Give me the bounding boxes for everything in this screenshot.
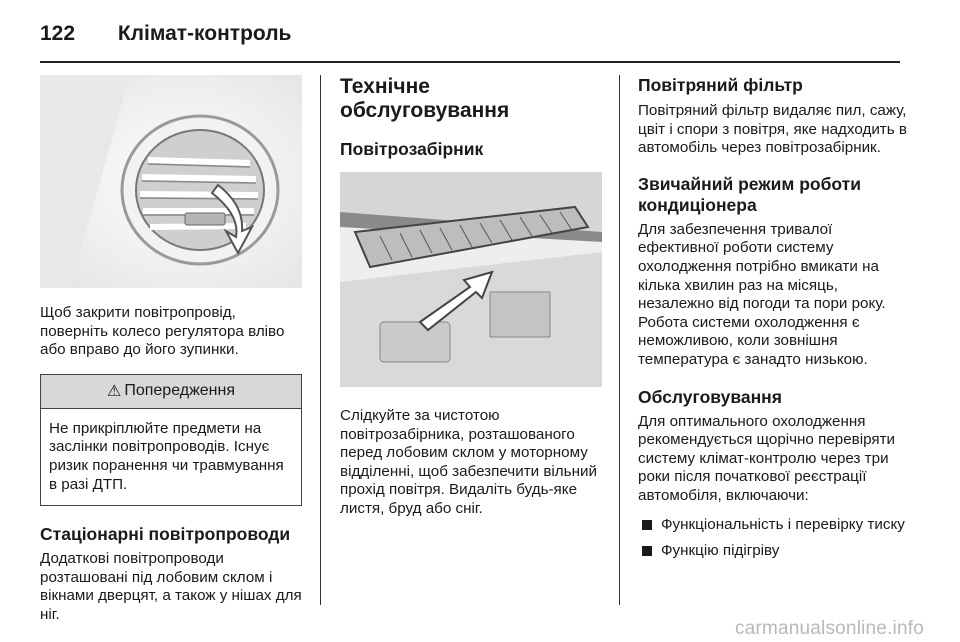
air-intake-heading: Повітрозабірник	[340, 139, 484, 159]
list-item: Функціональність і перевірку тиску	[638, 516, 908, 535]
regular-operation-text: Для забезпечення тривалої ефективної роботи систему охолодження потрібно вмикати на кілька хвилин раз на місяць, незалежно від погоди та пори року. Робота системи охолодження є неможливою, коли зовнішня температура є занадто низькою.	[638, 220, 886, 368]
fixed-vents-heading: Стаціонарні повітропроводи	[40, 524, 291, 545]
list-item: Функцію підігріву	[638, 542, 908, 561]
watermark: carmanualsonline.info	[734, 618, 924, 639]
column-1	[40, 75, 302, 625]
maintenance-heading: Технічне обслуговування	[340, 75, 510, 122]
column-3	[638, 75, 908, 569]
filter-heading: Повітряний фільтр	[638, 75, 803, 95]
page-number: 122	[40, 22, 76, 45]
column-divider-1	[320, 75, 321, 605]
air-vent-photo	[40, 75, 302, 288]
warning-text: Не прикріплюйте предмети на заслінки повітропроводів. Існує ризик поранення чи травмування в разі ДТП.	[49, 419, 284, 493]
air-intake-photo	[340, 172, 602, 387]
header-rule	[40, 61, 900, 63]
warning-box	[40, 374, 302, 506]
air-intake-text: Слідкуйте за чистотою повітрозабірника, розташованого перед лобовим склом у моторному відділенні, щоб забезпечити вільний прохід повітря. Видаліть будь-яке листя, бруд або сніг.	[340, 407, 597, 517]
regular-operation-heading: Звичайний режим роботи кондиціонера	[638, 173, 862, 215]
column-divider-2	[619, 75, 620, 605]
warning-header	[41, 375, 301, 409]
bullet-square-icon	[642, 546, 652, 556]
filter-text: Повітряний фільтр видаляє пил, сажу, цвіт і спори з повітря, яке надходить в автомобіль через повітрозабірник.	[638, 102, 907, 157]
service-heading: Обслуговування	[638, 386, 782, 407]
warning-triangle-icon: ⚠	[106, 383, 122, 401]
service-text: Для оптимального охолодження рекомендується щорічно перевіряти систему клімат-контролю через три роки після початкової реєстрації автомобіля, включаючи:	[638, 412, 896, 504]
service-list	[638, 516, 908, 561]
column-2	[340, 75, 602, 519]
warning-title: Попередження	[124, 382, 236, 400]
vent-closing-text: Щоб закрити повітропровід, поверніть колесо регулятора вліво або вправо до його зупинки.	[40, 304, 285, 359]
section-title: Клімат-контроль	[117, 22, 292, 45]
page-header	[40, 22, 291, 46]
bullet-square-icon	[642, 520, 652, 530]
fixed-vents-text: Додаткові повітропроводи розташовані під лобовим склом і вікнами дверцят, а також у нішах для ніг.	[40, 550, 302, 623]
